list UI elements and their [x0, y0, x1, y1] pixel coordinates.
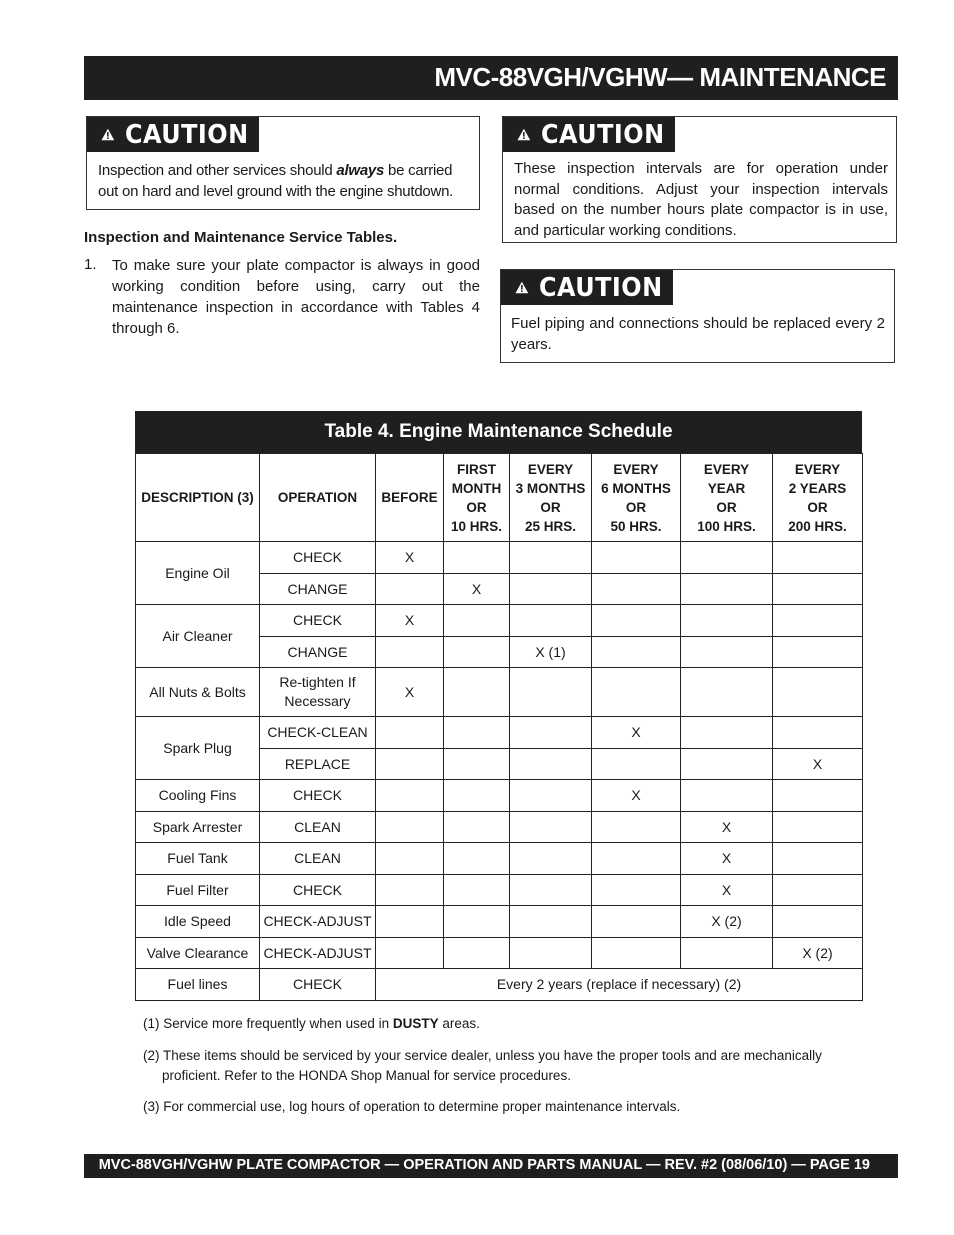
table-row [136, 605, 863, 637]
row-operation: CHANGE [260, 573, 376, 605]
warning-triangle-icon [517, 121, 531, 148]
caution-header [501, 270, 673, 305]
row-description: Engine Oil [136, 542, 260, 605]
row-operation: REPLACE [260, 748, 376, 780]
table-row [136, 811, 863, 843]
caution-text-part: Inspection and other services should [98, 162, 337, 179]
warning-triangle-icon [101, 121, 115, 148]
header-every-year: EVERY YEAR OR 100 HRS. [681, 454, 773, 542]
caution-box-fuel-piping [500, 269, 895, 363]
maintenance-table [135, 411, 862, 1001]
row-description: Idle Speed [136, 906, 260, 938]
step-text: To make sure your plate compactor is always in good working condition before using, carry out the maintenance inspection in accordance with Tables 4 through 6. [112, 257, 480, 337]
row-description: Valve Clearance [136, 937, 260, 969]
step-number: 1. [84, 256, 97, 273]
caution-text-emphasis: always [336, 162, 385, 179]
caution-text-part: be carried out on hard and level ground with the engine shutdown. [98, 162, 454, 200]
table-row [136, 668, 863, 717]
caution-label: CAUTION [538, 272, 663, 303]
footnote-2: (2) These items should be serviced by your service dealer, unless you have the proper tools and are mechanically proficient. Refer to the HONDA Shop Manual for service procedures. [143, 1048, 822, 1083]
cell-six-months: X [592, 780, 681, 812]
row-description: Fuel Tank [136, 843, 260, 875]
table-row [136, 780, 863, 812]
caution-header [503, 117, 675, 152]
cell-every-year: X [681, 811, 773, 843]
caution-text: Fuel piping and connections should be replaced every 2 years. [511, 315, 885, 353]
row-description: Spark Plug [136, 717, 260, 780]
row-description: Cooling Fins [136, 780, 260, 812]
cell-every-year: X (2) [681, 906, 773, 938]
row-operation: CHECK-CLEAN [260, 717, 376, 749]
cell-before: X [376, 668, 444, 717]
cell-every-year: X [681, 874, 773, 906]
footnote-1: (1) Service more frequently when used in DUSTY areas. [143, 1016, 480, 1031]
header-two-years: EVERY 2 YEARS OR 200 HRS. [773, 454, 863, 542]
caution-label: CAUTION [540, 119, 665, 150]
footer-bar [84, 1154, 898, 1178]
table-row [136, 937, 863, 969]
table-row [136, 717, 863, 749]
schedule-grid [135, 453, 863, 1001]
caution-text [98, 161, 470, 202]
row-operation: CHECK [260, 874, 376, 906]
cell-every-year: X [681, 843, 773, 875]
footer-text: MVC-88VGH/VGHW PLATE COMPACTOR — OPERATION AND PARTS MANUAL — REV. #2 (08/06/10) — PAGE 19 [98, 1157, 870, 1173]
header-before: BEFORE [376, 454, 444, 542]
table-title: Table 4. Engine Maintenance Schedule [135, 411, 862, 453]
row-operation: CHECK [260, 969, 376, 1001]
row-description: Fuel lines [136, 969, 260, 1001]
section-heading: Inspection and Maintenance Service Tables. [84, 229, 398, 246]
row-operation: CLEAN [260, 811, 376, 843]
cell-six-months: X [592, 717, 681, 749]
row-operation: CLEAN [260, 843, 376, 875]
row-description: All Nuts & Bolts [136, 668, 260, 717]
table-row [136, 906, 863, 938]
row-operation: CHECK [260, 780, 376, 812]
caution-box-ground [86, 116, 480, 210]
cell-before: X [376, 542, 444, 574]
caution-text: These inspection intervals are for operation under normal conditions. Adjust your inspection intervals based on the number hours plate compactor is in use, and particular working conditions. [514, 160, 888, 239]
header-first-month: FIRST MONTH OR 10 HRS. [444, 454, 510, 542]
cell-schedule-merged: Every 2 years (replace if necessary) (2) [376, 969, 863, 1001]
row-operation: CHECK [260, 605, 376, 637]
row-operation: CHANGE [260, 636, 376, 668]
warning-triangle-icon [515, 274, 529, 301]
caution-label: CAUTION [124, 119, 249, 150]
caution-header [87, 117, 259, 152]
header-operation: OPERATION [260, 454, 376, 542]
page-title-bar [84, 56, 898, 100]
row-operation: CHECK [260, 542, 376, 574]
table-row [136, 843, 863, 875]
caution-box-intervals [502, 116, 897, 243]
header-six-months: EVERY 6 MONTHS OR 50 HRS. [592, 454, 681, 542]
cell-two-years: X [773, 748, 863, 780]
row-description: Air Cleaner [136, 605, 260, 668]
table-row [136, 969, 863, 1001]
cell-three-months: X (1) [510, 636, 592, 668]
row-description: Fuel Filter [136, 874, 260, 906]
cell-first-month: X [444, 573, 510, 605]
row-operation: CHECK-ADJUST [260, 937, 376, 969]
row-description: Spark Arrester [136, 811, 260, 843]
header-three-months: EVERY 3 MONTHS OR 25 HRS. [510, 454, 592, 542]
table-row [136, 542, 863, 574]
footnote-3: (3) For commercial use, log hours of operation to determine proper maintenance intervals. [143, 1099, 681, 1114]
row-operation: CHECK-ADJUST [260, 906, 376, 938]
header-description: DESCRIPTION (3) [136, 454, 260, 542]
cell-two-years: X (2) [773, 937, 863, 969]
row-operation: Re-tighten If Necessary [260, 668, 376, 717]
page-title: MVC-88VGH/VGHW— MAINTENANCE [434, 62, 886, 92]
table-header-row [136, 454, 863, 542]
table-row [136, 874, 863, 906]
cell-before: X [376, 605, 444, 637]
